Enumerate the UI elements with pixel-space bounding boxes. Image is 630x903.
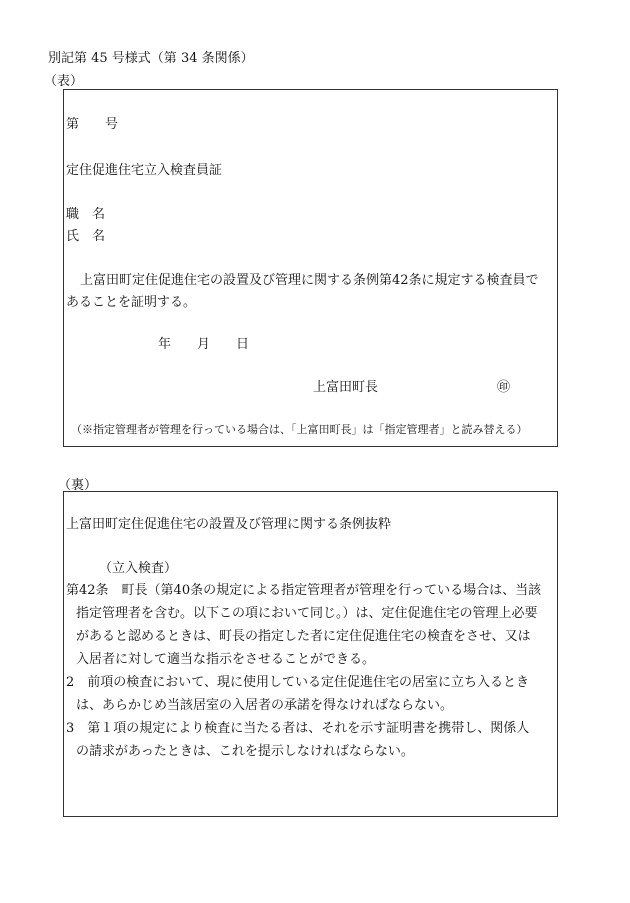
- front-certificate-box: [63, 89, 558, 447]
- article-42-line-3: があると認めるときは、町長の指定した者に定住促進住宅の検査をさせ、又は: [76, 629, 531, 644]
- certificate-title: 定住促進住宅立入検査員証: [66, 163, 223, 178]
- issue-date: 年 月 日: [158, 337, 250, 352]
- article-caption: （立入検査）: [99, 561, 178, 576]
- issuer-name: 上富田町長: [313, 380, 379, 395]
- substitution-note: （※指定管理者が管理を行っている場合は、「上富田町長」は「指定管理者」と読み替える）: [71, 423, 528, 436]
- article-42-line-4: 入居者に対して適当な指示をさせることができる。: [76, 652, 376, 667]
- article-42-line-2: 指定管理者を含む。以下この項において同じ。）は、定住促進住宅の管理上必要: [76, 606, 538, 621]
- name-label: 氏 名: [66, 229, 106, 244]
- back-side-label: （裏）: [58, 478, 98, 493]
- article-42-line-1: 第42条 町長（第40条の規定による指定管理者が管理を行っている場合は、当該: [66, 583, 542, 598]
- seal-mark: ㊞: [497, 380, 511, 395]
- paragraph-2-line-1: 2 前項の検査において、現に使用している定住促進住宅の居室に立ち入るとき: [66, 675, 530, 690]
- paragraph-3-line-1: 3 第１項の規定により検査に当たる者は、それを示す証明書を携帯し、関係人: [66, 721, 530, 736]
- front-side-label: （表）: [44, 74, 84, 89]
- paragraph-3-line-2: の請求があったときは、これを提示しなければならない。: [76, 744, 414, 759]
- position-label: 職 名: [66, 207, 106, 222]
- excerpt-title: 上富田町定住促進住宅の設置及び管理に関する条例抜粋: [66, 517, 392, 532]
- form-title: 別記第 45 号様式（第 34 条関係）: [48, 51, 254, 66]
- certificate-number: 第 号: [66, 117, 119, 132]
- statement-line-2: あることを証明する。: [66, 295, 197, 310]
- statement-line-1: 上富田町定住促進住宅の設置及び管理に関する条例第42条に規定する検査員で: [80, 273, 539, 288]
- paragraph-2-line-2: は、あらかじめ当該居室の入居者の承諾を得なければならない。: [76, 698, 454, 713]
